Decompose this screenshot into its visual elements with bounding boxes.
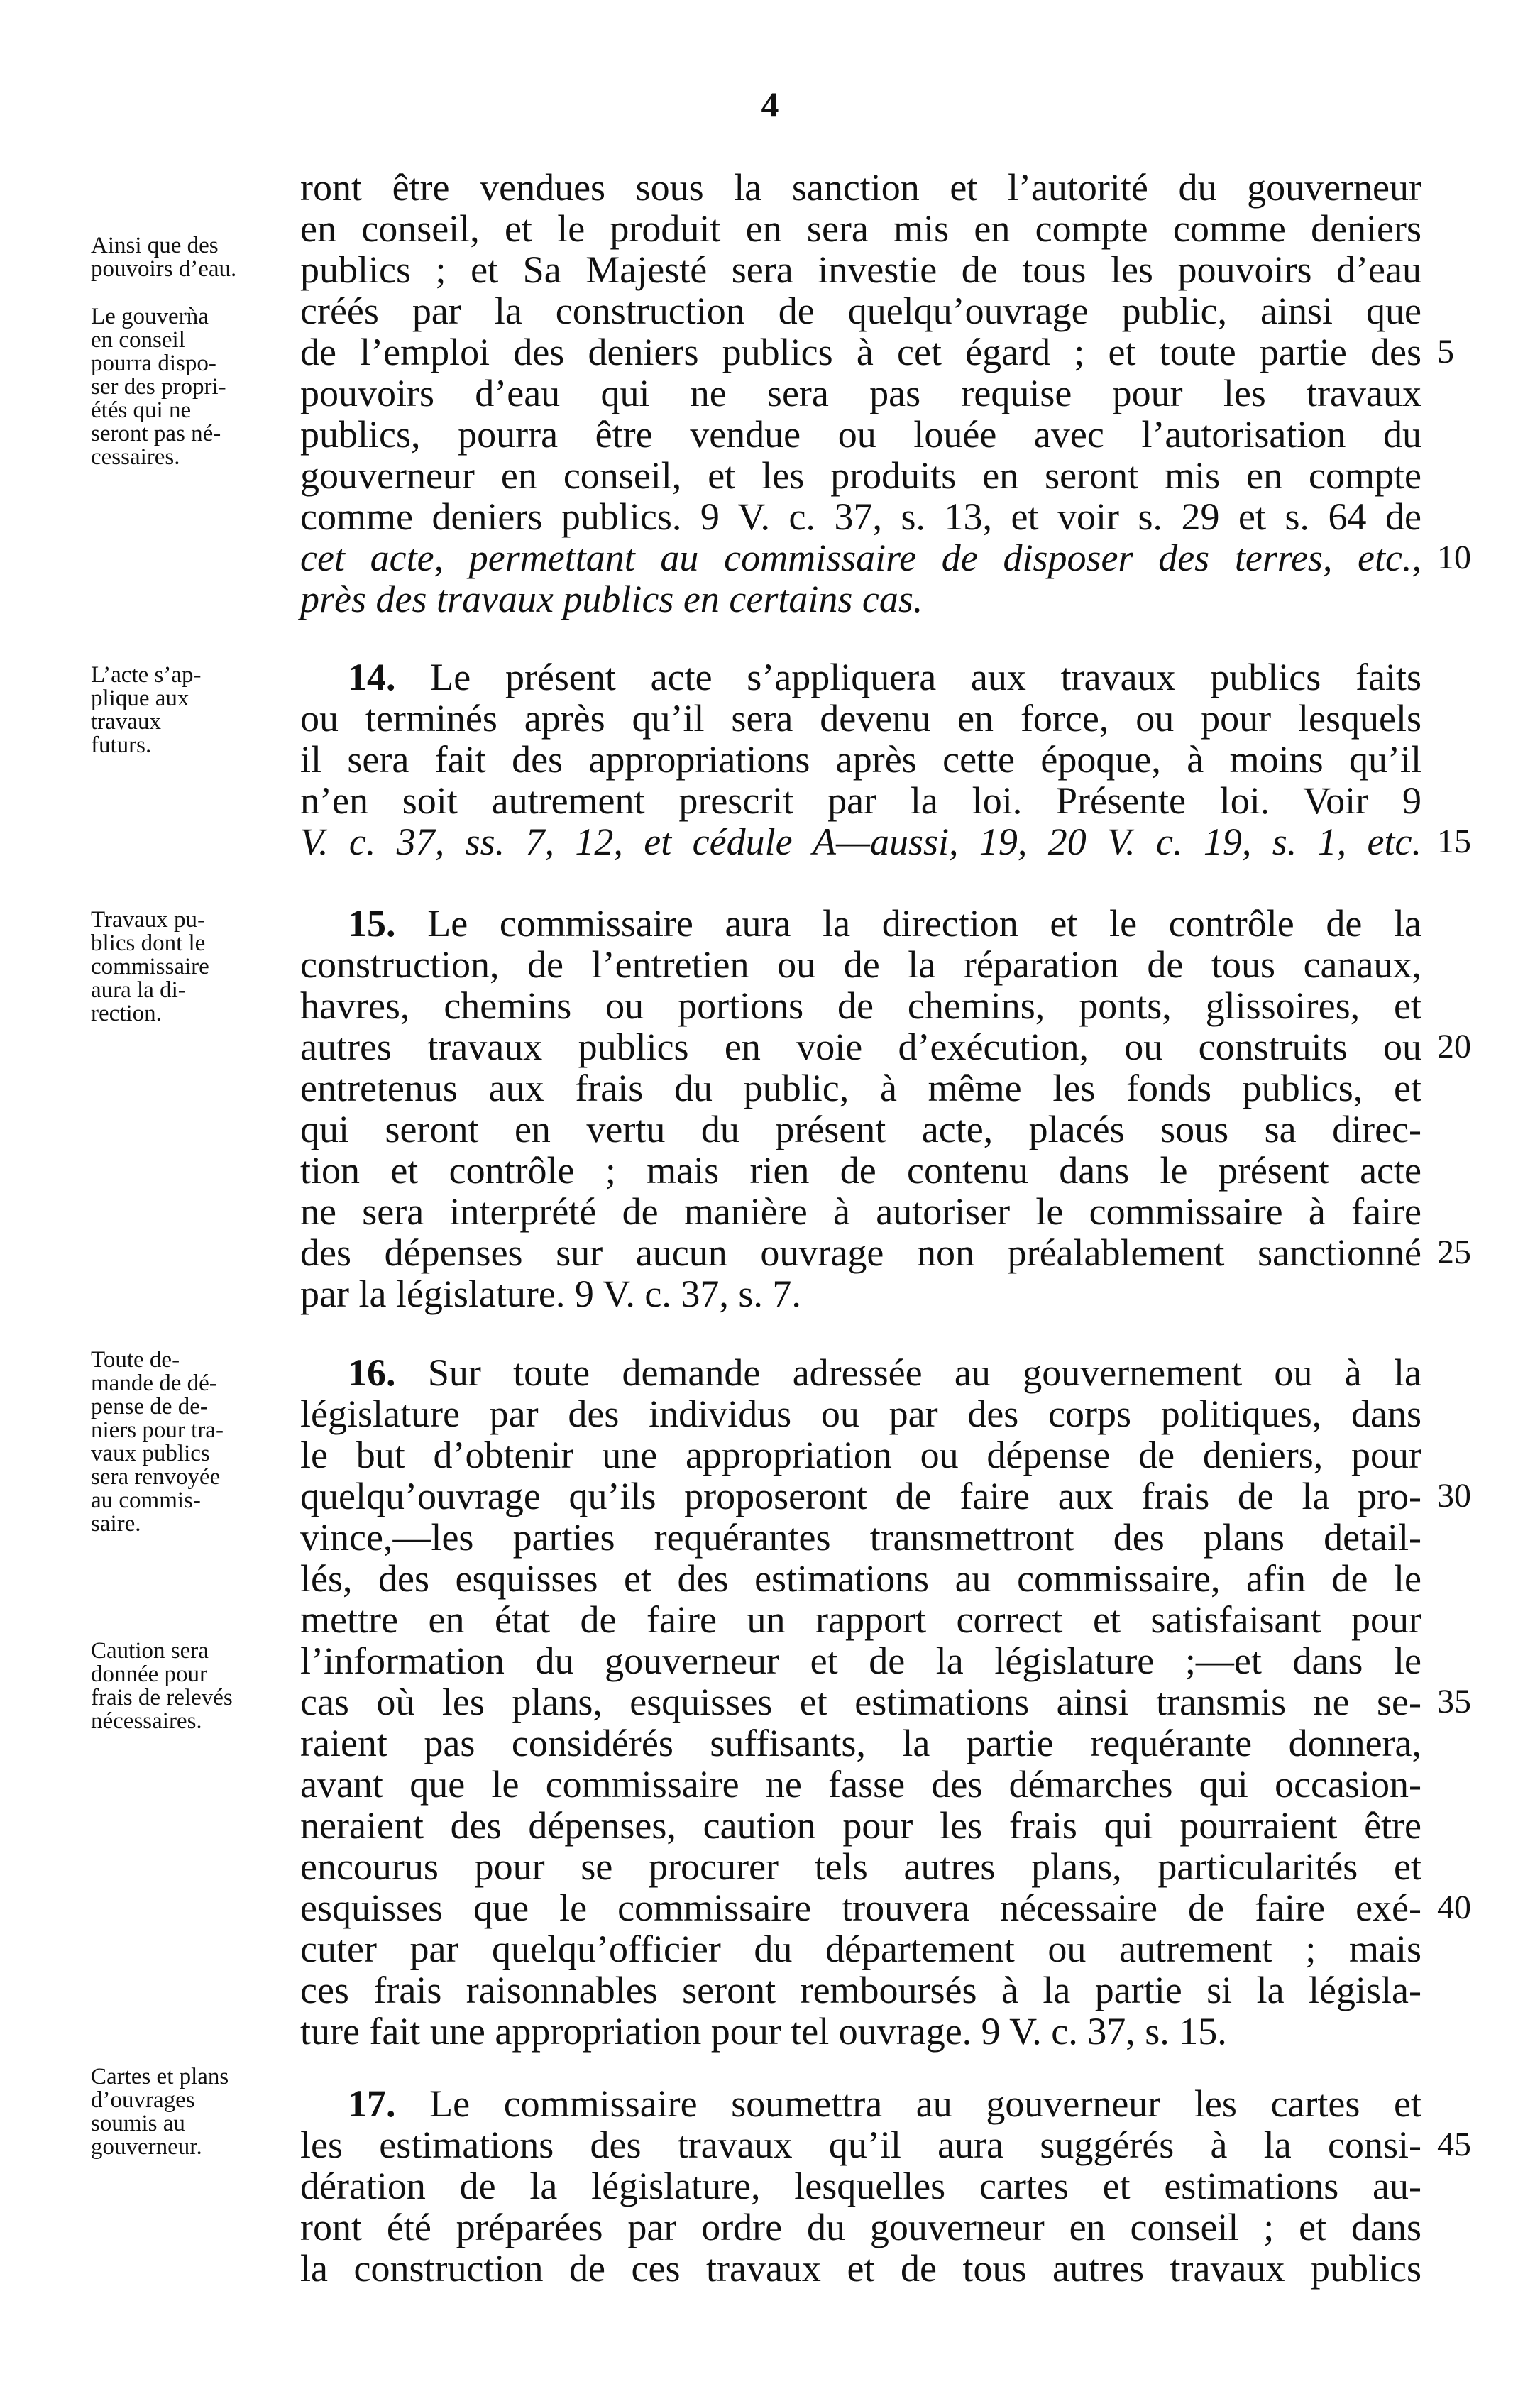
line-text: ces frais raisonnables seront remboursés à la partie si la législa-	[300, 1969, 1421, 2011]
line-number: 15	[1437, 823, 1471, 860]
section-first-line	[348, 1352, 1421, 1393]
margin-note-line: blics dont le	[91, 930, 206, 956]
line-text: le but d’obtenir une appropriation ou dépense de deniers, pour	[300, 1434, 1421, 1476]
line-text: autres travaux publics en voie d’exécution, ou construits ou	[300, 1026, 1421, 1068]
line-number: 10	[1437, 539, 1471, 576]
text-line	[300, 985, 1421, 1026]
section-number: 16.	[348, 1351, 428, 1394]
text-line	[300, 1150, 1421, 1191]
line-text: avant que le commissaire ne fasse des démarches qui occasion-	[300, 1763, 1421, 1806]
line-text: gouverneur en conseil, et les produits en seront mis en compte	[300, 454, 1421, 497]
line-text: V. c. 37, ss. 7, 12, et cédule A—aussi, 19, 20 V. c. 19, s. 1, etc.	[300, 820, 1421, 863]
margin-note-line: nécessaires.	[91, 1708, 202, 1734]
margin-note-line: frais de relevés	[91, 1685, 233, 1710]
text-line	[300, 537, 1421, 578]
text-line	[300, 780, 1421, 821]
line-text: créés par la construction de quelqu’ouvrage public, ainsi que	[300, 290, 1421, 332]
text-line	[300, 1067, 1421, 1109]
margin-note-line: gouverneur.	[91, 2134, 202, 2160]
margin-note	[91, 1639, 279, 1733]
line-number: 20	[1437, 1028, 1471, 1065]
text-line	[300, 2011, 1421, 2052]
text-line	[300, 290, 1421, 331]
line-text: ne sera interprété de manière à autoriser le commissaire à faire	[300, 1190, 1421, 1233]
margin-note-line: L’acte s’ap-	[91, 662, 202, 688]
text-line	[300, 821, 1421, 862]
margin-note-line: Ainsi que des	[91, 233, 219, 258]
margin-note-line: Toute de-	[91, 1347, 180, 1373]
text-line	[300, 1887, 1421, 1928]
margin-note-line: commissaire	[91, 954, 209, 979]
line-number: 30	[1437, 1477, 1471, 1515]
margin-note-line: futurs.	[91, 732, 152, 758]
text-line	[300, 1640, 1421, 1681]
line-text: tion et contrôle ; mais rien de contenu dans le présent acte	[300, 1149, 1421, 1192]
margin-note-line: mande de dé-	[91, 1370, 217, 1396]
line-text: cet acte, permettant au commissaire de disposer des terres, etc.,	[300, 537, 1421, 579]
text-line	[300, 2207, 1421, 2248]
line-text: quelqu’ouvrage qu’ils proposeront de faire aux frais de la pro-	[300, 1475, 1421, 1517]
text-line	[300, 1764, 1421, 1805]
line-text: dération de la législature, lesquelles cartes et estimations au-	[300, 2165, 1421, 2207]
margin-note-line: en conseil	[91, 327, 185, 353]
line-text: publics, pourra être vendue ou louée avec l’autorisation du	[300, 413, 1421, 456]
line-text: pouvoirs d’eau qui ne sera pas requise pour les travaux	[300, 372, 1421, 414]
margin-note-line: sera renvoyée	[91, 1464, 221, 1490]
line-text: raient pas considérés suffisants, la partie requérante donnera,	[300, 1722, 1421, 1764]
text-line	[300, 1434, 1421, 1476]
line-number: 45	[1437, 2126, 1471, 2163]
line-text: par la législature. 9 V. c. 37, s. 7.	[300, 1273, 801, 1315]
section-first-line	[348, 657, 1421, 698]
line-text: les estimations des travaux qu’il aura suggérés à la consi-	[300, 2124, 1421, 2166]
line-text: n’en soit autrement prescrit par la loi. Présente loi. Voir 9	[300, 779, 1421, 822]
section-number: 14.	[348, 656, 431, 698]
section-number: 15.	[348, 902, 428, 945]
text-line	[300, 1476, 1421, 1517]
text-line	[300, 578, 1421, 620]
margin-note-line: Cartes et plans	[91, 2064, 229, 2089]
text-line	[300, 2165, 1421, 2207]
text-line	[300, 2248, 1421, 2289]
margin-note	[91, 908, 279, 1026]
text-line	[300, 455, 1421, 496]
margin-note-line: rection.	[91, 1001, 162, 1026]
line-text: cas où les plans, esquisses et estimations ainsi transmis ne se-	[300, 1681, 1421, 1723]
line-text: neraient des dépenses, caution pour les frais qui pourraient être	[300, 1804, 1421, 1847]
line-text: comme deniers publics. 9 V. c. 37, s. 13, et voir s. 29 et s. 64 de	[300, 495, 1421, 538]
text-line	[300, 331, 1421, 373]
page-number: 4	[761, 84, 779, 124]
line-text: construction, de l’entretien ou de la réparation de tous canaux,	[300, 943, 1421, 986]
line-text: la construction de ces travaux et de tous autres travaux publics	[300, 2247, 1421, 2290]
text-line	[300, 167, 1421, 208]
line-text: publics ; et Sa Majesté sera investie de tous les pouvoirs d’eau	[300, 248, 1421, 291]
line-text: havres, chemins ou portions de chemins, ponts, glissoires, et	[300, 984, 1421, 1027]
line-text: entretenus aux frais du public, à même les fonds publics, et	[300, 1067, 1421, 1109]
line-text: mettre en état de faire un rapport correct et satisfaisant pour	[300, 1598, 1421, 1641]
line-text: des dépenses sur aucun ouvrage non préalablement sanctionné	[300, 1231, 1421, 1274]
text-line	[300, 944, 1421, 985]
line-text: ront être vendues sous la sanction et l’autorité du gouverneur	[300, 166, 1421, 209]
text-line	[300, 1928, 1421, 1970]
line-text: lés, des esquisses et des estimations au commissaire, afin de le	[300, 1557, 1421, 1600]
text-line	[300, 1109, 1421, 1150]
margin-note-line: pense de de-	[91, 1394, 208, 1419]
line-text: encourus pour se procurer tels autres plans, particularités et	[300, 1845, 1421, 1888]
line-text: qui seront en vertu du présent acte, placés sous sa direc-	[300, 1108, 1421, 1150]
line-text: en conseil, et le produit en sera mis en compte comme deniers	[300, 207, 1421, 250]
line-text: ront été préparées par ordre du gouverneur en conseil ; et dans	[300, 2206, 1421, 2248]
line-text: l’information du gouverneur et de la législature ;—et dans le	[300, 1639, 1421, 1682]
line-number: 25	[1437, 1234, 1471, 1271]
text-line	[300, 1232, 1421, 1273]
line-text: Sur toute demande adressée au gouvernement ou à la	[427, 1351, 1422, 1394]
text-line	[300, 1970, 1421, 2011]
margin-note-line: Le gouverǹa	[91, 304, 209, 329]
text-line	[300, 2124, 1421, 2165]
margin-note	[91, 1348, 279, 1536]
text-line	[300, 1191, 1421, 1232]
margin-note-line: au commis-	[91, 1488, 201, 1513]
line-text: Le commissaire soumettra au gouverneur les cartes et	[429, 2082, 1421, 2125]
line-text: cuter par quelqu’officier du département ou autrement ; mais	[300, 1928, 1421, 1970]
text-line	[300, 373, 1421, 414]
text-line	[300, 1599, 1421, 1640]
section-first-line	[348, 903, 1421, 944]
margin-note-line: plique aux	[91, 686, 189, 711]
text-line	[300, 249, 1421, 290]
section-first-line	[348, 2083, 1421, 2124]
line-number: 40	[1437, 1889, 1471, 1926]
line-text: près des travaux publics en certains cas.	[300, 578, 923, 620]
text-line	[300, 739, 1421, 780]
text-line	[300, 1393, 1421, 1434]
text-line	[300, 1517, 1421, 1558]
line-text: ou terminés après qu’il sera devenu en force, ou pour lesquels	[300, 697, 1421, 740]
text-line	[300, 496, 1421, 537]
margin-note-line: pourra dispo-	[91, 351, 216, 376]
margin-note-line: ser des propri-	[91, 374, 226, 400]
text-line	[300, 1846, 1421, 1887]
text-line	[300, 1273, 1421, 1314]
margin-note-line: étés qui ne	[91, 397, 192, 423]
margin-note	[91, 305, 279, 469]
text-line	[300, 1026, 1421, 1067]
line-text: esquisses que le commissaire trouvera nécessaire de faire exé-	[300, 1886, 1421, 1929]
margin-note-line: cessaires.	[91, 444, 180, 470]
margin-note-line: pouvoirs d’eau.	[91, 256, 237, 282]
line-text: vince,—les parties requérantes transmettront des plans detail-	[300, 1516, 1421, 1559]
text-line	[300, 208, 1421, 249]
line-number: 35	[1437, 1683, 1471, 1720]
section-number: 17.	[348, 2082, 430, 2125]
line-text: ture fait une appropriation pour tel ouvrage. 9 V. c. 37, s. 15.	[300, 2010, 1227, 2053]
text-line	[300, 1805, 1421, 1846]
margin-note	[91, 234, 279, 281]
margin-note-line: seront pas né-	[91, 421, 221, 446]
margin-note-line: niers pour tra-	[91, 1417, 224, 1443]
margin-note-line: d’ouvrages	[91, 2087, 195, 2113]
margin-note-line: soumis au	[91, 2111, 185, 2136]
line-text: il sera fait des appropriations après cette époque, à moins qu’il	[300, 738, 1421, 781]
line-text: de l’emploi des deniers publics à cet égard ; et toute partie des	[300, 331, 1421, 373]
line-number: 5	[1437, 333, 1454, 370]
text-line	[300, 1558, 1421, 1599]
margin-note-line: Caution sera	[91, 1638, 209, 1664]
margin-note-line: aura la di-	[91, 977, 186, 1003]
margin-note-line: travaux	[91, 709, 161, 735]
margin-note-line: donnée pour	[91, 1661, 208, 1687]
margin-note	[91, 2065, 279, 2159]
text-line	[300, 698, 1421, 739]
text-line	[300, 414, 1421, 455]
line-text: Le présent acte s’appliquera aux travaux publics faits	[430, 656, 1422, 698]
margin-note-line: saire.	[91, 1511, 141, 1537]
line-text: Le commissaire aura la direction et le contrôle de la	[427, 902, 1422, 945]
line-text: législature par des individus ou par des corps politiques, dans	[300, 1392, 1421, 1435]
margin-note	[91, 664, 279, 757]
margin-note-line: Travaux pu-	[91, 907, 206, 933]
text-line	[300, 1681, 1421, 1723]
text-line	[300, 1723, 1421, 1764]
margin-note-line: vaux publics	[91, 1441, 210, 1466]
